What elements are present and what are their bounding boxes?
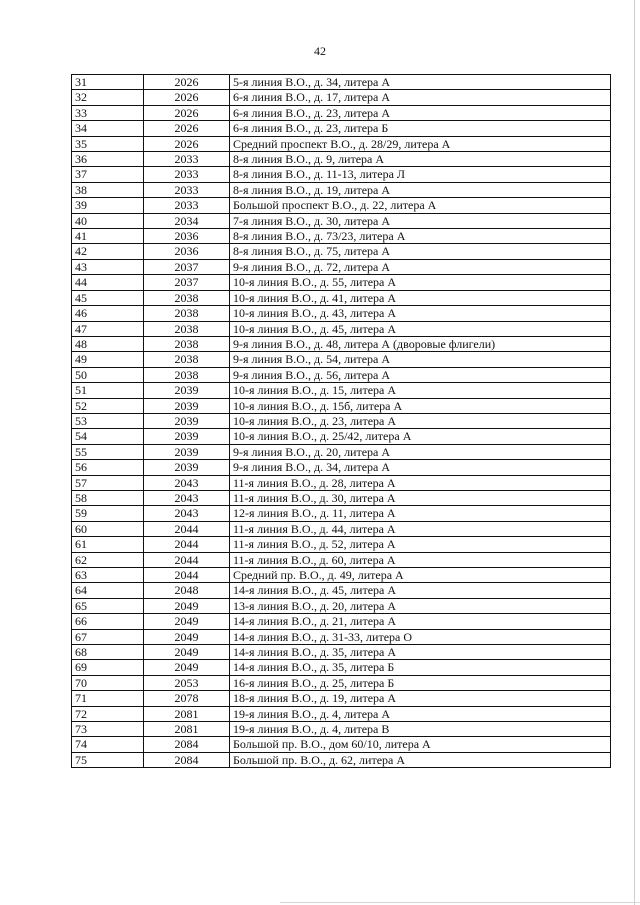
row-number-cell: 63: [72, 568, 144, 583]
address-cell: 10-я линия В.О., д. 15, литера А: [230, 383, 611, 398]
row-number-cell: 35: [72, 136, 144, 151]
table-row: [72, 629, 611, 644]
block-code-cell: 2084: [144, 752, 230, 767]
address-cell: 10-я линия В.О., д. 45, литера А: [230, 321, 611, 336]
row-number-cell: 37: [72, 167, 144, 182]
block-code-cell: 2026: [144, 90, 230, 105]
block-code-cell: 2036: [144, 244, 230, 259]
table-row: [72, 259, 611, 274]
table-row: [72, 583, 611, 598]
address-cell: 8-я линия В.О., д. 9, литера А: [230, 152, 611, 167]
address-cell: 6-я линия В.О., д. 23, литера Б: [230, 121, 611, 136]
table-row: [72, 552, 611, 567]
block-code-cell: 2026: [144, 121, 230, 136]
table-row: [72, 645, 611, 660]
address-cell: 10-я линия В.О., д. 41, литера А: [230, 290, 611, 305]
block-code-cell: 2049: [144, 598, 230, 613]
table-row: [72, 275, 611, 290]
row-number-cell: 54: [72, 429, 144, 444]
row-number-cell: 38: [72, 182, 144, 197]
table-row: [72, 475, 611, 490]
row-number-cell: 59: [72, 506, 144, 521]
block-code-cell: 2037: [144, 259, 230, 274]
table-row: [72, 352, 611, 367]
address-cell: Средний проспект В.О., д. 28/29, литера А: [230, 136, 611, 151]
block-code-cell: 2049: [144, 614, 230, 629]
address-cell: 8-я линия В.О., д. 73/23, литера А: [230, 229, 611, 244]
table-row: [72, 75, 611, 90]
block-code-cell: 2026: [144, 75, 230, 90]
address-cell: Средний пр. В.О., д. 49, литера А: [230, 568, 611, 583]
block-code-cell: 2078: [144, 691, 230, 706]
block-code-cell: 2039: [144, 398, 230, 413]
block-code-cell: 2039: [144, 444, 230, 459]
page-number: 42: [314, 44, 326, 58]
block-code-cell: 2039: [144, 460, 230, 475]
table-row: [72, 675, 611, 690]
row-number-cell: 32: [72, 90, 144, 105]
row-number-cell: 40: [72, 213, 144, 228]
row-number-cell: 65: [72, 598, 144, 613]
row-number-cell: 62: [72, 552, 144, 567]
table-row: [72, 383, 611, 398]
address-cell: 16-я линия В.О., д. 25, литера Б: [230, 675, 611, 690]
table-row: [72, 706, 611, 721]
address-cell: Большой проспект В.О., д. 22, литера А: [230, 198, 611, 213]
table-row: [72, 229, 611, 244]
address-cell: Большой пр. В.О., дом 60/10, литера А: [230, 737, 611, 752]
block-code-cell: 2044: [144, 521, 230, 536]
row-number-cell: 48: [72, 336, 144, 351]
row-number-cell: 71: [72, 691, 144, 706]
address-cell: 7-я линия В.О., д. 30, литера А: [230, 213, 611, 228]
row-number-cell: 64: [72, 583, 144, 598]
address-cell: 12-я линия В.О., д. 11, литера А: [230, 506, 611, 521]
block-code-cell: 2038: [144, 306, 230, 321]
table-row: [72, 136, 611, 151]
row-number-cell: 34: [72, 121, 144, 136]
block-code-cell: 2038: [144, 336, 230, 351]
table-row: [72, 398, 611, 413]
table-row: [72, 290, 611, 305]
address-cell: 10-я линия В.О., д. 55, литера А: [230, 275, 611, 290]
row-number-cell: 55: [72, 444, 144, 459]
address-cell: 8-я линия В.О., д. 75, литера А: [230, 244, 611, 259]
row-number-cell: 67: [72, 629, 144, 644]
block-code-cell: 2033: [144, 152, 230, 167]
address-cell: 11-я линия В.О., д. 30, литера А: [230, 490, 611, 505]
address-cell: 10-я линия В.О., д. 15б, литера А: [230, 398, 611, 413]
table-row: [72, 444, 611, 459]
address-cell: 19-я линия В.О., д. 4, литера В: [230, 722, 611, 737]
block-code-cell: 2081: [144, 706, 230, 721]
row-number-cell: 39: [72, 198, 144, 213]
table-row: [72, 413, 611, 428]
address-table: [71, 74, 611, 768]
row-number-cell: 51: [72, 383, 144, 398]
block-code-cell: 2026: [144, 136, 230, 151]
row-number-cell: 52: [72, 398, 144, 413]
row-number-cell: 45: [72, 290, 144, 305]
table-row: [72, 660, 611, 675]
block-code-cell: 2033: [144, 167, 230, 182]
row-number-cell: 73: [72, 722, 144, 737]
row-number-cell: 46: [72, 306, 144, 321]
table-row: [72, 198, 611, 213]
address-cell: 9-я линия В.О., д. 54, литера А: [230, 352, 611, 367]
address-cell: 9-я линия В.О., д. 48, литера А (дворовые флигели): [230, 336, 611, 351]
address-cell: 8-я линия В.О., д. 11-13, литера Л: [230, 167, 611, 182]
block-code-cell: 2037: [144, 275, 230, 290]
block-code-cell: 2033: [144, 182, 230, 197]
address-cell: 10-я линия В.О., д. 43, литера А: [230, 306, 611, 321]
block-code-cell: 2038: [144, 321, 230, 336]
address-cell: 11-я линия В.О., д. 52, литера А: [230, 537, 611, 552]
row-number-cell: 50: [72, 367, 144, 382]
row-number-cell: 43: [72, 259, 144, 274]
block-code-cell: 2044: [144, 537, 230, 552]
block-code-cell: 2084: [144, 737, 230, 752]
table-row: [72, 568, 611, 583]
address-cell: 5-я линия В.О., д. 34, литера А: [230, 75, 611, 90]
table-row: [72, 90, 611, 105]
block-code-cell: 2038: [144, 290, 230, 305]
address-cell: 14-я линия В.О., д. 35, литера А: [230, 645, 611, 660]
table-row: [72, 752, 611, 767]
row-number-cell: 53: [72, 413, 144, 428]
table-row: [72, 614, 611, 629]
table-row: [72, 691, 611, 706]
address-cell: 14-я линия В.О., д. 45, литера А: [230, 583, 611, 598]
address-cell: 9-я линия В.О., д. 20, литера А: [230, 444, 611, 459]
block-code-cell: 2039: [144, 429, 230, 444]
address-cell: 10-я линия В.О., д. 25/42, литера А: [230, 429, 611, 444]
address-cell: 14-я линия В.О., д. 21, литера А: [230, 614, 611, 629]
address-cell: 11-я линия В.О., д. 28, литера А: [230, 475, 611, 490]
block-code-cell: 2043: [144, 475, 230, 490]
table-row: [72, 105, 611, 120]
table-row: [72, 167, 611, 182]
row-number-cell: 41: [72, 229, 144, 244]
block-code-cell: 2043: [144, 506, 230, 521]
row-number-cell: 70: [72, 675, 144, 690]
address-cell: 9-я линия В.О., д. 56, литера А: [230, 367, 611, 382]
block-code-cell: 2034: [144, 213, 230, 228]
table-row: [72, 737, 611, 752]
scan-edge-right: [634, 0, 635, 905]
block-code-cell: 2033: [144, 198, 230, 213]
table-row: [72, 182, 611, 197]
block-code-cell: 2038: [144, 352, 230, 367]
address-cell: 13-я линия В.О., д. 20, литера А: [230, 598, 611, 613]
table-row: [72, 321, 611, 336]
block-code-cell: 2048: [144, 583, 230, 598]
row-number-cell: 60: [72, 521, 144, 536]
row-number-cell: 49: [72, 352, 144, 367]
table-row: [72, 244, 611, 259]
scan-edge-bottom: [280, 902, 640, 903]
address-cell: 10-я линия В.О., д. 23, литера А: [230, 413, 611, 428]
address-cell: 11-я линия В.О., д. 60, литера А: [230, 552, 611, 567]
block-code-cell: 2039: [144, 383, 230, 398]
table-row: [72, 598, 611, 613]
address-cell: 8-я линия В.О., д. 19, литера А: [230, 182, 611, 197]
row-number-cell: 58: [72, 490, 144, 505]
row-number-cell: 74: [72, 737, 144, 752]
table-row: [72, 490, 611, 505]
block-code-cell: 2044: [144, 568, 230, 583]
block-code-cell: 2049: [144, 629, 230, 644]
address-cell: 9-я линия В.О., д. 34, литера А: [230, 460, 611, 475]
table-row: [72, 537, 611, 552]
table-row: [72, 152, 611, 167]
block-code-cell: 2038: [144, 367, 230, 382]
table-row: [72, 213, 611, 228]
block-code-cell: 2049: [144, 645, 230, 660]
block-code-cell: 2053: [144, 675, 230, 690]
row-number-cell: 68: [72, 645, 144, 660]
address-cell: 14-я линия В.О., д. 31-33, литера О: [230, 629, 611, 644]
row-number-cell: 31: [72, 75, 144, 90]
row-number-cell: 57: [72, 475, 144, 490]
row-number-cell: 75: [72, 752, 144, 767]
table-row: [72, 521, 611, 536]
address-cell: 6-я линия В.О., д. 17, литера А: [230, 90, 611, 105]
block-code-cell: 2036: [144, 229, 230, 244]
address-cell: 11-я линия В.О., д. 44, литера А: [230, 521, 611, 536]
address-cell: 18-я линия В.О., д. 19, литера А: [230, 691, 611, 706]
table-row: [72, 722, 611, 737]
address-cell: 9-я линия В.О., д. 72, литера А: [230, 259, 611, 274]
table-row: [72, 429, 611, 444]
row-number-cell: 42: [72, 244, 144, 259]
table-row: [72, 460, 611, 475]
block-code-cell: 2026: [144, 105, 230, 120]
row-number-cell: 36: [72, 152, 144, 167]
address-cell: 6-я линия В.О., д. 23, литера А: [230, 105, 611, 120]
block-code-cell: 2044: [144, 552, 230, 567]
row-number-cell: 72: [72, 706, 144, 721]
address-cell: 14-я линия В.О., д. 35, литера Б: [230, 660, 611, 675]
row-number-cell: 69: [72, 660, 144, 675]
address-cell: Большой пр. В.О., д. 62, литера А: [230, 752, 611, 767]
table-row: [72, 506, 611, 521]
block-code-cell: 2039: [144, 413, 230, 428]
row-number-cell: 44: [72, 275, 144, 290]
table-row: [72, 121, 611, 136]
address-cell: 19-я линия В.О., д. 4, литера А: [230, 706, 611, 721]
table-row: [72, 367, 611, 382]
address-table-body: [72, 75, 611, 768]
block-code-cell: 2049: [144, 660, 230, 675]
block-code-cell: 2081: [144, 722, 230, 737]
row-number-cell: 66: [72, 614, 144, 629]
row-number-cell: 61: [72, 537, 144, 552]
row-number-cell: 47: [72, 321, 144, 336]
row-number-cell: 56: [72, 460, 144, 475]
table-row: [72, 306, 611, 321]
table-row: [72, 336, 611, 351]
row-number-cell: 33: [72, 105, 144, 120]
block-code-cell: 2043: [144, 490, 230, 505]
